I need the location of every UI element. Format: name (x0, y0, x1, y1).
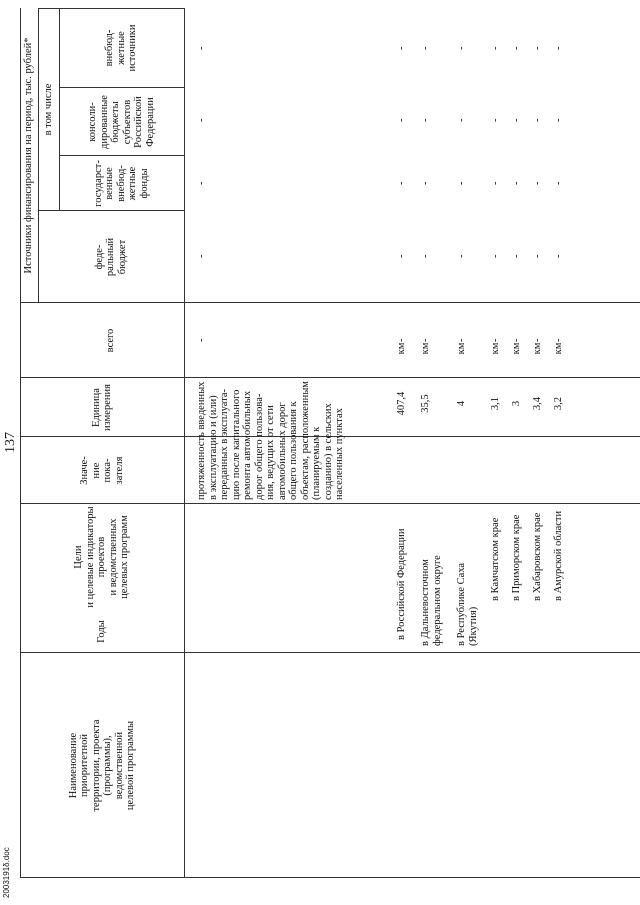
row-label: в Хабаровском крае (532, 512, 543, 601)
dash-cell: - (490, 338, 501, 342)
page-number: 137 (3, 432, 18, 453)
dash-cell: - (511, 46, 522, 50)
row-label: в Камчатском крае (490, 517, 501, 601)
header-bottom-border (184, 8, 185, 878)
header-name: Наименование приоритетной территории, проекта (программы), ведомственной целевой программы (67, 719, 136, 812)
dash-cell: - (396, 118, 407, 122)
header-unit: Единица измерения (90, 384, 113, 431)
row-unit: км (511, 342, 522, 355)
dash-cell: - (456, 118, 467, 122)
row-unit: км (553, 342, 564, 355)
row-value: 407,4 (396, 391, 407, 416)
dash-cell: - (553, 181, 564, 185)
dash-cell: - (490, 46, 501, 50)
row-unit: км (532, 342, 543, 355)
dash-cell: - (420, 338, 431, 342)
dash-cell: - (553, 46, 564, 50)
dash-cell: - (420, 181, 431, 185)
row-label: в Приморском крае (511, 514, 522, 601)
row-unit: км (420, 342, 431, 355)
dash-cell: - (420, 118, 431, 122)
header-years: Годы (96, 620, 108, 643)
header-consolidated: консоли- дированные бюджеты субъектов Российской Федерации (87, 95, 156, 149)
row-value: 35,5 (420, 394, 431, 413)
dash-cell: - (196, 254, 207, 258)
dash-cell: - (553, 338, 564, 342)
dash-cell: - (396, 181, 407, 185)
row-label: в Республике Саха (Якутия) (456, 562, 479, 646)
header-state-funds: государст- венные внебюд- жетные фонды (92, 160, 150, 207)
dash-cell: - (490, 181, 501, 185)
file-name-text: 2003191δ.doc (2, 847, 11, 898)
row-value: 3 (511, 400, 522, 407)
row-value: 3,2 (553, 396, 564, 411)
dash-cell: - (532, 254, 543, 258)
dash-cell: - (396, 254, 407, 258)
dash-cell: - (420, 46, 431, 50)
header-value: Значе- ние пока- зателя (79, 456, 125, 485)
row-label: в Амурской области (553, 510, 564, 601)
dash-cell: - (553, 118, 564, 122)
row-value: 3,4 (532, 396, 543, 411)
dash-cell: - (456, 338, 467, 342)
row-unit: км (456, 342, 467, 355)
header-total: всего (105, 328, 117, 353)
dash-cell: - (553, 254, 564, 258)
header-extrabudget: внебюд- жетные источники (104, 24, 139, 72)
row-label: в Российской Федерации (396, 528, 407, 640)
dash-cell: - (420, 254, 431, 258)
row-value: 3,1 (490, 396, 501, 411)
dash-cell: - (511, 254, 522, 258)
dash-cell: - (196, 46, 207, 50)
header-federal: феде- ральный бюджет (93, 237, 128, 277)
rotated-table-page (0, 8, 640, 878)
dash-cell: - (196, 338, 207, 342)
dash-cell: - (532, 46, 543, 50)
dash-cell: - (196, 118, 207, 122)
file-name-footer (2, 820, 16, 900)
dash-cell: - (456, 254, 467, 258)
dash-cell: - (511, 181, 522, 185)
dash-cell: - (511, 338, 522, 342)
dash-cell: - (532, 181, 543, 185)
dash-cell: - (396, 338, 407, 342)
header-funding-group: Источники финансирования на период, тыс. рублей* (23, 37, 35, 274)
row-value: 4 (456, 400, 467, 407)
dash-cell: - (490, 118, 501, 122)
row-unit: км (396, 342, 407, 355)
header-goals: Цели и целевые индикаторы проектов и ведомственных целевых программ (73, 506, 131, 608)
dash-cell: - (456, 46, 467, 50)
header-including: в том числе (42, 83, 54, 136)
indicator-description: протяженность введенных в эксплуатацию и (или) переданных в эксплуата- цию после капитального ремонта автомобильных дорог общего пользова- ния, ведущих от сети автомобильных дорог общего пользования к объектам, расположенным (планируемым к созданию) в сельских населенных пунктах (196, 381, 345, 500)
dash-cell: - (396, 46, 407, 50)
dash-cell: - (511, 118, 522, 122)
dash-cell: - (532, 118, 543, 122)
row-unit: км (490, 342, 501, 355)
dash-cell: - (456, 181, 467, 185)
dash-cell: - (490, 254, 501, 258)
dash-cell: - (196, 181, 207, 185)
dash-cell: - (532, 338, 543, 342)
row-label: в Дальневосточном федеральном округе (420, 555, 443, 646)
